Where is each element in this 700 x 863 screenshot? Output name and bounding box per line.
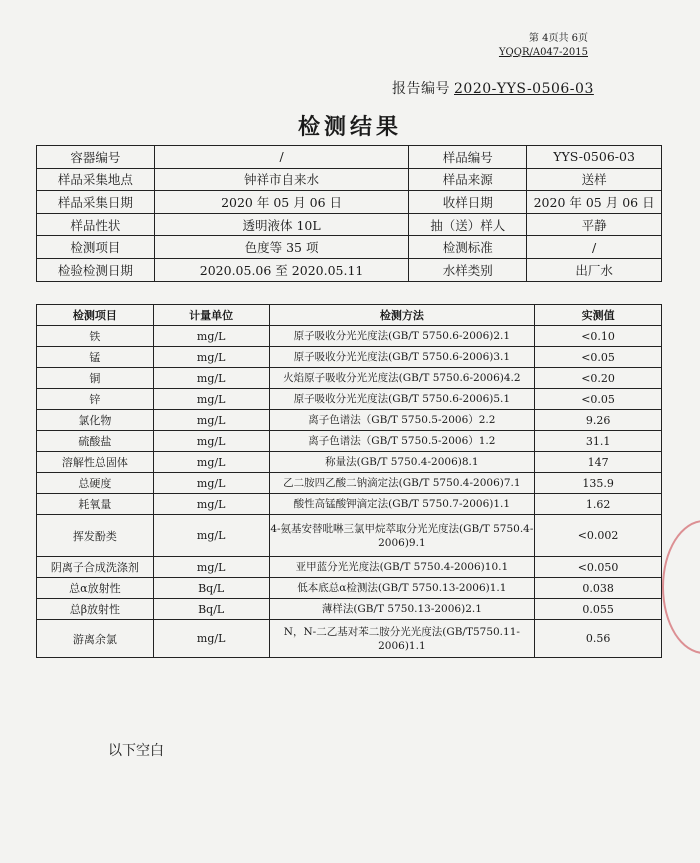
- info-label: 样品来源: [409, 168, 527, 191]
- result-unit: mg/L: [153, 431, 269, 452]
- result-item: 硫酸盐: [37, 431, 154, 452]
- result-value: 135.9: [535, 473, 662, 494]
- result-unit: mg/L: [153, 389, 269, 410]
- result-method: 乙二胺四乙酸二钠滴定法(GB/T 5750.4-2006)7.1: [269, 473, 535, 494]
- info-row: [37, 191, 662, 214]
- table-row: [37, 578, 662, 599]
- info-value: 2020 年 05 月 06 日: [154, 191, 409, 214]
- info-label: 检测标准: [409, 236, 527, 259]
- info-label: 水样类别: [409, 258, 527, 281]
- result-item: 总硬度: [37, 473, 154, 494]
- blank-below-note: 以下空白: [108, 743, 164, 759]
- info-label: 容器编号: [37, 146, 155, 169]
- result-value: 0.038: [535, 578, 662, 599]
- result-value: 0.055: [535, 599, 662, 620]
- table-row: [37, 347, 662, 368]
- form-code: YQQR/A047-2015: [498, 47, 588, 58]
- result-unit: mg/L: [153, 515, 269, 557]
- result-item: 挥发酚类: [37, 515, 154, 557]
- result-method: 薄样法(GB/T 5750.13-2006)2.1: [269, 599, 535, 620]
- result-item: 耗氧量: [37, 494, 154, 515]
- result-item: 总α放射性: [37, 578, 154, 599]
- result-unit: mg/L: [153, 347, 269, 368]
- info-value: /: [527, 236, 662, 259]
- header-unit: 计量单位: [153, 305, 269, 326]
- result-item: 铁: [37, 326, 154, 347]
- result-value: <0.20: [535, 368, 662, 389]
- info-label: 收样日期: [409, 191, 527, 214]
- result-unit: mg/L: [153, 326, 269, 347]
- page-count: 第 4页共 6页: [528, 33, 588, 44]
- header-value: 实测值: [535, 305, 662, 326]
- table-row: [37, 410, 662, 431]
- info-value: 钟祥市自来水: [154, 168, 409, 191]
- table-row: [37, 431, 662, 452]
- results-table: [36, 304, 662, 658]
- table-row: [37, 494, 662, 515]
- info-label: 样品采集地点: [37, 168, 155, 191]
- info-label: 抽（送）样人: [409, 213, 527, 236]
- info-value: YYS-0506-03: [527, 146, 662, 169]
- result-item: 游离余氯: [37, 620, 154, 658]
- result-method: 称量法(GB/T 5750.4-2006)8.1: [269, 452, 535, 473]
- result-item: 氯化物: [37, 410, 154, 431]
- report-number-value: 2020-YYS-0506-03: [454, 81, 594, 97]
- table-row: [37, 620, 662, 658]
- info-value: 色度等 35 项: [154, 236, 409, 259]
- table-row: [37, 368, 662, 389]
- info-row: [37, 168, 662, 191]
- info-row: [37, 236, 662, 259]
- table-row: [37, 389, 662, 410]
- header-item: 检测项目: [37, 305, 154, 326]
- info-value: 2020.05.06 至 2020.05.11: [154, 258, 409, 281]
- info-label: 检测项目: [37, 236, 155, 259]
- result-unit: mg/L: [153, 410, 269, 431]
- result-value: <0.10: [535, 326, 662, 347]
- report-number: [392, 78, 594, 98]
- result-item: 锰: [37, 347, 154, 368]
- result-value: <0.05: [535, 389, 662, 410]
- table-row: [37, 473, 662, 494]
- header-method: 检测方法: [269, 305, 535, 326]
- sample-info-table: [36, 145, 662, 282]
- result-value: 147: [535, 452, 662, 473]
- info-value: /: [154, 146, 409, 169]
- result-method: N，N-二乙基对苯二胺分光光度法(GB/T5750.11-2006)1.1: [269, 620, 535, 658]
- result-method: 低本底总α检测法(GB/T 5750.13-2006)1.1: [269, 578, 535, 599]
- table-row: [37, 452, 662, 473]
- info-row: [37, 146, 662, 169]
- results-header-row: [37, 305, 662, 326]
- info-label: 样品采集日期: [37, 191, 155, 214]
- info-value: 平静: [527, 213, 662, 236]
- result-method: 酸性高锰酸钾滴定法(GB/T 5750.7-2006)1.1: [269, 494, 535, 515]
- result-unit: Bq/L: [153, 599, 269, 620]
- result-method: 火焰原子吸收分光光度法(GB/T 5750.6-2006)4.2: [269, 368, 535, 389]
- info-row: [37, 258, 662, 281]
- red-seal-stamp: [662, 520, 700, 654]
- info-value: 送样: [527, 168, 662, 191]
- result-item: 阴离子合成洗涤剂: [37, 557, 154, 578]
- report-number-label: 报告编号: [392, 81, 450, 97]
- result-method: 亚甲蓝分光光度法(GB/T 5750.4-2006)10.1: [269, 557, 535, 578]
- result-method: 4-氨基安替吡啉三氯甲烷萃取分光光度法(GB/T 5750.4-2006)9.1: [269, 515, 535, 557]
- info-value: 2020 年 05 月 06 日: [527, 191, 662, 214]
- table-row: [37, 557, 662, 578]
- result-item: 锌: [37, 389, 154, 410]
- info-label: 检验检测日期: [37, 258, 155, 281]
- info-value: 出厂水: [527, 258, 662, 281]
- info-value: 透明液体 10L: [154, 213, 409, 236]
- result-item: 总β放射性: [37, 599, 154, 620]
- table-row: [37, 515, 662, 557]
- table-row: [37, 326, 662, 347]
- page-info: [499, 32, 588, 60]
- result-unit: mg/L: [153, 557, 269, 578]
- result-unit: Bq/L: [153, 578, 269, 599]
- result-value: <0.002: [535, 515, 662, 557]
- info-label: 样品性状: [37, 213, 155, 236]
- result-value: 1.62: [535, 494, 662, 515]
- result-unit: mg/L: [153, 473, 269, 494]
- result-method: 离子色谱法（GB/T 5750.5-2006）2.2: [269, 410, 535, 431]
- table-row: [37, 599, 662, 620]
- result-value: 0.56: [535, 620, 662, 658]
- info-row: [37, 213, 662, 236]
- result-value: <0.05: [535, 347, 662, 368]
- result-value: <0.050: [535, 557, 662, 578]
- result-method: 离子色谱法（GB/T 5750.5-2006）1.2: [269, 431, 535, 452]
- result-method: 原子吸收分光光度法(GB/T 5750.6-2006)2.1: [269, 326, 535, 347]
- result-unit: mg/L: [153, 452, 269, 473]
- document-title: 检测结果: [297, 115, 402, 140]
- result-unit: mg/L: [153, 620, 269, 658]
- result-value: 31.1: [535, 431, 662, 452]
- result-unit: mg/L: [153, 494, 269, 515]
- result-item: 铜: [37, 368, 154, 389]
- result-unit: mg/L: [153, 368, 269, 389]
- result-method: 原子吸收分光光度法(GB/T 5750.6-2006)3.1: [269, 347, 535, 368]
- info-label: 样品编号: [409, 146, 527, 169]
- result-item: 溶解性总固体: [37, 452, 154, 473]
- result-value: 9.26: [535, 410, 662, 431]
- result-method: 原子吸收分光光度法(GB/T 5750.6-2006)5.1: [269, 389, 535, 410]
